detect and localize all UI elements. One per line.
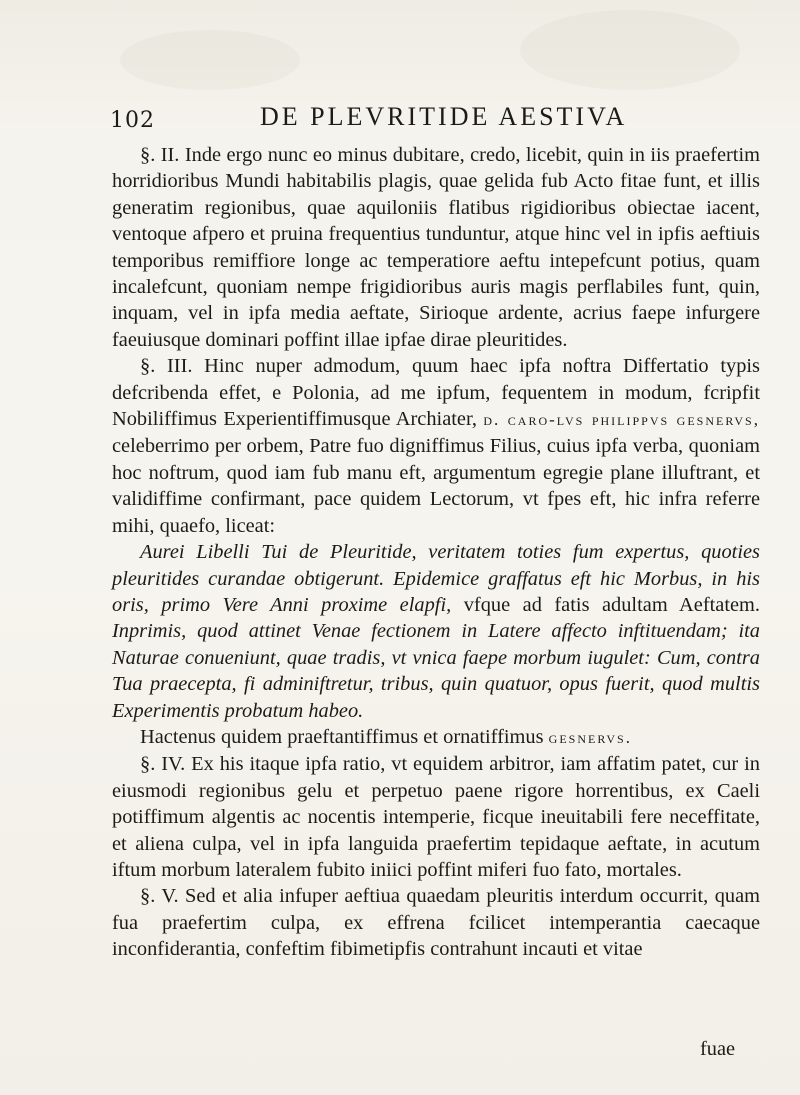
paragraph-4: §. IV. Ex his itaque ipfa ratio, vt equidem arbitror, iam affatim patet, cur in eiusmodi regionibus gelu et perpetuo paene rigore horrentibus, ex Caeli potiffimum algentis ac nocentis intemperie, ficque ineuitabili fere neceffitate, et aliena culpa, vel in ipfa languida praefertim tepidaque aeftate, in acutum iftum morbum lateralem fubito iniici poffint miferi fuo fato, mortales. (112, 753, 760, 881)
page-header (110, 100, 750, 140)
paragraph-3-text: §. III. Hinc nuper admodum, quum haec ipfa noftra Differtatio typis defcribenda effet, e Polonia, ad me ipfum, fequentem in modum, fcripfit Nobiliffimus Experientiffimusque Archiater, (112, 355, 760, 431)
letter-quote (112, 539, 760, 724)
quote-closing (112, 724, 760, 751)
paragraph-2: §. II. Inde ergo nunc eo minus dubitare, credo, licebit, quin in iis praefertim horridioribus Mundi habitabilis plagis, quae gelida fub Acto fitae funt, et illis generatim regionibus, quae aquiloniis flatibus rigidioribus obiectae iacent, ventoque afpero et pruina frequentius tunduntur, atque hinc vel in ipfis aeftiuis temporibus remiffiore longe ac temperatiore aeftu intepefcunt potius, quam incalefcunt, quoniam nempe frigidioribus auris magis perflabiles funt, quin, inquam, vel in ipfa media aeftate, Sirioque ardente, acrius faepe infurgere faeuiusque dominari poffint illae ipfae dirae pleuritides. (112, 144, 760, 351)
quote-closing-text: Hactenus quidem praeftantiffimus et ornatiffimus (140, 725, 544, 748)
paragraph-3-text-continued: celeberrimo per orbem, Patre fuo digniffimus Filius, cuius ipfa verba, quoniam hoc noftrum, quod iam fub manu eft, argumentum egregie plane illuftrant, et validiffime confirmant, pace quidem Lectorum, vt fpes eft, hic infra referre mihi, quaefo, liceat: (112, 435, 760, 537)
paper-stain (520, 10, 740, 90)
page-number: 102 (110, 108, 155, 133)
catchword: fuae (700, 1038, 736, 1060)
author-name: d. caro-lvs philippvs gesnervs, (483, 410, 760, 430)
quote-roman: vfque ad fatis adultam Aeftatem. (463, 593, 760, 616)
running-head: DE PLEVRITIDE AESTIVA (260, 102, 628, 131)
quote-italic-2: Inprimis, quod attinet Venae fectionem in Latere affecto inftituendam; ita Naturae conueniunt, quae tradis, vt vnica faepe morbum iugulet: Cum, contra Tua praecepta, fi adminiftretur, tribus, quin quatuor, opus fuerit, quod multis Experimentis probatum habeo. (112, 620, 760, 722)
quote-italic-1: Aurei Libelli Tui de Pleuritide, veritatem toties fum expertus, quoties pleuritides curandae obtigerunt. Epidemice graffatus eft hic Morbus, in his oris, primo Vere Anni proxime elapfi, (112, 541, 760, 616)
paragraph-5: §. V. Sed et alia infuper aeftiua quaedam pleuritis interdum occurrit, quam fua praefertim culpa, ex effrena fcilicet intemperantia caecaque inconfiderantia, confeftim fibimetipfis contrahunt incauti et vitae (112, 885, 760, 961)
paper-stain (120, 30, 300, 90)
paragraph-3 (112, 353, 760, 539)
quote-closing-name: gesnervs. (548, 727, 632, 747)
body-text (112, 142, 760, 963)
